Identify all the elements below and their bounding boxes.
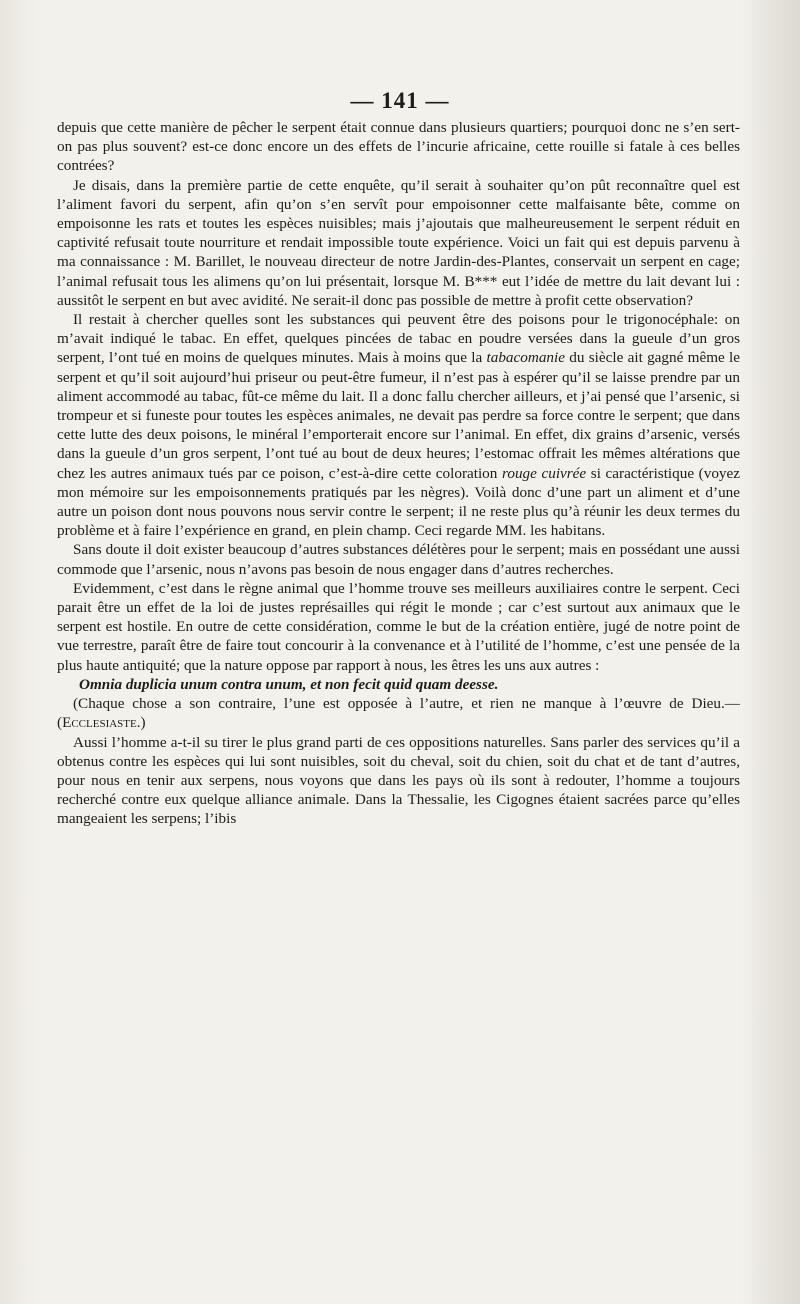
citation-ecclesiaste: Ecclesiaste bbox=[62, 714, 137, 732]
paragraph-4: Sans doute il doit exister beaucoup d’autres substances délétères pour le serpent; mais en possédant une aussi commode que l’arsenic, nous n’avons pas besoin de nous engager dans d’autres recherches. bbox=[57, 541, 740, 578]
paragraph-6-part-b: .) bbox=[136, 714, 146, 732]
paragraph-6-part-a: (Chaque chose a son contraire, l’une est opposée à l’autre, et rien ne manque à l’œuvre de Dieu.—( bbox=[57, 695, 740, 732]
paragraph-2: Je disais, dans la première partie de cette enquête, qu’il serait à souhaiter qu’on pût reconnaître quel est l’aliment favori du serpent, afin qu’on s’en servît pour empoisonner cette malfaisante bête, comme on empoisonne les rats et toutes les espèces nuisibles; mais j’ajoutais que malheureusement le serpent réduit en captivité refusait toute nourriture et rendait impossible toute expérience. Voici un fait qui est depuis parvenu à ma connaissance : M. Barillet, le nouveau directeur de notre Jardin-des-Plantes, conservait un serpent en cage; l’animal refusait tous les alimens qu’on lui présentait, lorsque M. B*** eut l’idée de mettre du lait devant lui : aussitôt le serpent en but avec avidité. Ne serait-il donc pas possible de mettre à profit cette observation? bbox=[57, 176, 740, 309]
page-edge-shadow bbox=[740, 0, 800, 1304]
paragraph-5: Evidemment, c’est dans le règne animal que l’homme trouve ses meilleurs auxiliaires contre le serpent. Ceci parait être un effet de la loi de justes représailles qui régit le monde ; car c’est surtout aux animaux que le serpent est hostile. En outre de cette considération, comme le but de la création entière, jugé de notre point de vue terrestre, paraît être de faire tout concourir à la convenance et à l’utilité de l’homme, c’est une pensée de la plus haute antiquité; que la nature oppose par rapport à nous, les êtres les uns aux autres : bbox=[57, 579, 740, 674]
paragraph-3-part-b: du siècle ait gagné même le serpent et qu’il soit aujourd’hui priseur ou peut-être fumeur, il n’est pas à espérer qu’il se laisse prendre par un aliment accommodé au tabac, fût-ce même du lait. Il a donc fallu chercher ailleurs, et j’ai pensé que l’arsenic, si trompeur et si funeste pour toutes les espèces animales, ne devait pas perdre sa force contre le serpent; que dans cette lutte des deux poisons, le minéral l’emporterait encore sur l’animal. En effet, dix grains d’arsenic, versés dans la gueule d’un gros serpent, l’ont tué au bout de deux heures; l’estomac offrait les mêmes altérations que chez les autres animaux tués par ce poison, c’est-à-dire cette coloration bbox=[57, 349, 740, 482]
paragraph-3-part-c: si caractéristique (voyez mon mémoire sur les empoisonnements pratiqués par les nègres). Voilà donc d’une part un aliment et d’une autre un poison dont nous pouvons nous servir contre le serpent; il ne reste plus qu’à réunir les deux termes du problème et à faire l’expérience en grand, en plein champ. Ceci regarde MM. les habitans. bbox=[57, 464, 740, 540]
paragraph-3 bbox=[57, 310, 740, 540]
paragraph-3-part-a: Il restait à chercher quelles sont les substances qui peuvent être des poisons pour le trigonocéphale: on m’avait indiqué le tabac. En effet, quelques pincées de tabac en poudre versées dans la gueule d’un gros serpent, l’ont tué en moins de quelques minutes. Mais à moins que la bbox=[57, 311, 740, 367]
emphasis-tabacomanie: tabacomanie bbox=[486, 349, 565, 367]
emphasis-rouge-cuivree: rouge cuivrée bbox=[502, 464, 587, 482]
paragraph-1: depuis que cette manière de pêcher le serpent était connue dans plusieurs quartiers; pourquoi donc ne s’en sert-on pas plus souvent? est-ce donc encore un des effets de l’incurie africaine, cette rouille si fatale à ces belles contrées? bbox=[57, 119, 740, 175]
paragraph-7: Aussi l’homme a-t-il su tirer le plus grand parti de ces oppositions naturelles. Sans parler des services qu’il a obtenus contre les espèces qui lui sont nuisibles, soit du cheval, soit du chien, soit du chat et de tant d’autres, pour nous en tenir aux serpens, nous voyons que dans les pays où ils sont à redouter, l’homme a toujours recherché contre eux quelque alliance animale. Dans la Thessalie, les Cigognes étaient sacrées parce qu’elles mangeaient les serpens; l’ibis bbox=[57, 733, 740, 828]
page-number: — 141 — bbox=[350, 88, 450, 113]
body-text bbox=[57, 118, 740, 829]
paragraph-6 bbox=[57, 694, 740, 732]
latin-quote: Omnia duplicia unum contra unum, et non fecit quid quam deesse. bbox=[79, 675, 499, 693]
